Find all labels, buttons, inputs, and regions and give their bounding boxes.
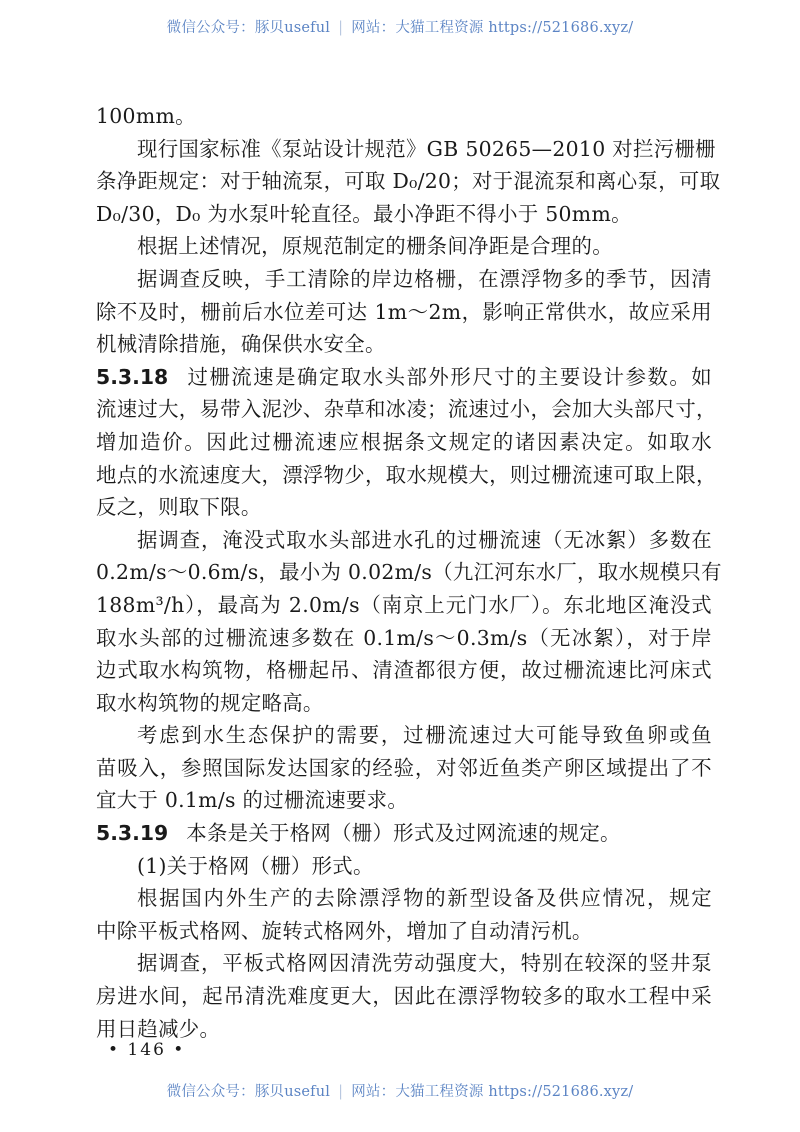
text-line: 0.2m/s～0.6m/s，最小为 0.02m/s（九江河东水厂，取水规模只有 <box>96 560 722 585</box>
watermark-separator: | <box>338 20 344 36</box>
watermark-header <box>0 16 800 37</box>
text-line: 除不及时，栅前后水位差可达 1m～2m，影响正常供水，故应采用 <box>96 299 712 324</box>
text-line: (1)关于格网（栅）形式。 <box>137 853 374 878</box>
text-line: 苗吸入，参照国际发达国家的经验，对邻近鱼类产卵区域提出了不 <box>96 755 712 780</box>
section-heading-5-3-18 <box>96 361 712 394</box>
text-line: 中除平板式格网、旋转式格网外，增加了自动清污机。 <box>96 918 593 943</box>
watermark-footer <box>0 1080 800 1101</box>
text-line: 根据上述情况，原规范制定的栅条间净距是合理的。 <box>137 234 613 259</box>
section-number: 5.3.18 <box>96 364 169 389</box>
document-page <box>96 100 722 1045</box>
text-line: 条净距规定：对于轴流泵，可取 D₀/20；对于混流泵和离心泵，可取 <box>96 169 721 194</box>
text-line: 流速过大，易带入泥沙、杂草和冰凌；流速过小，会加大头部尺寸， <box>96 397 717 422</box>
text-line: 增加造价。因此过栅流速应根据条文规定的诸因素决定。如取水 <box>96 429 712 454</box>
watermark-website: 网站：大猫工程资源 https://521686.xyz/ <box>351 20 634 36</box>
text-line: 用日趋减少。 <box>96 1016 221 1041</box>
text-line: 根据国内外生产的去除漂浮物的新型设备及供应情况，规定 <box>137 886 712 911</box>
text-line: 考虑到水生态保护的需要，过栅流速过大可能导致鱼卵或鱼 <box>137 723 712 748</box>
text-line: 本条是关于格网（栅）形式及过网流速的规定。 <box>186 821 621 846</box>
text-line: 188m³/h），最高为 2.0m/s（南京上元门水厂）。东北地区淹没式 <box>96 592 712 617</box>
text-line: 宜大于 0.1m/s 的过栅流速要求。 <box>96 788 409 813</box>
text-line: 据调查，平板式格网因清洗劳动强度大，特别在较深的竖井泵 <box>137 951 712 976</box>
text-line: D₀/30，D₀ 为水泵叶轮直径。最小净距不得小于 50mm。 <box>96 201 632 226</box>
text-line: 据调查，淹没式取水头部进水孔的过栅流速（无冰絮）多数在 <box>137 527 712 552</box>
text-line: 据调查反映，手工清除的岸边格栅，在漂浮物多的季节，因清 <box>137 266 712 291</box>
section-number: 5.3.19 <box>96 821 169 846</box>
watermark-wechat: 微信公众号：豚贝useful <box>166 20 331 36</box>
text-line: 过栅流速是确定取水头部外形尺寸的主要设计参数。如 <box>186 364 712 389</box>
text-line: 100mm。 <box>96 104 196 128</box>
text-line: 边式取水构筑物，格栅起吊、清渣都很方便，故过栅流速比河床式 <box>96 658 712 683</box>
text-line: 反之，则取下限。 <box>96 495 262 520</box>
text-line: 机械清除措施，确保供水安全。 <box>96 332 386 357</box>
text-line: 取水头部的过栅流速多数在 0.1m/s～0.3m/s（无冰絮），对于岸 <box>96 625 712 650</box>
section-heading-5-3-19 <box>96 817 712 850</box>
page-number: • 146 • <box>108 1040 186 1060</box>
text-line: 房进水间，起吊清洗难度更大，因此在漂浮物较多的取水工程中采 <box>96 984 712 1009</box>
watermark-separator: | <box>338 1084 344 1100</box>
watermark-wechat: 微信公众号：豚贝useful <box>166 1084 331 1100</box>
text-line: 地点的水流速度大，漂浮物少，取水规模大，则过栅流速可取上限， <box>96 462 717 487</box>
text-line: 现行国家标准《泵站设计规范》GB 50265—2010 对拦污栅栅 <box>137 136 716 161</box>
text-line: 取水构筑物的规定略高。 <box>96 690 324 715</box>
watermark-website: 网站：大猫工程资源 https://521686.xyz/ <box>351 1084 634 1100</box>
